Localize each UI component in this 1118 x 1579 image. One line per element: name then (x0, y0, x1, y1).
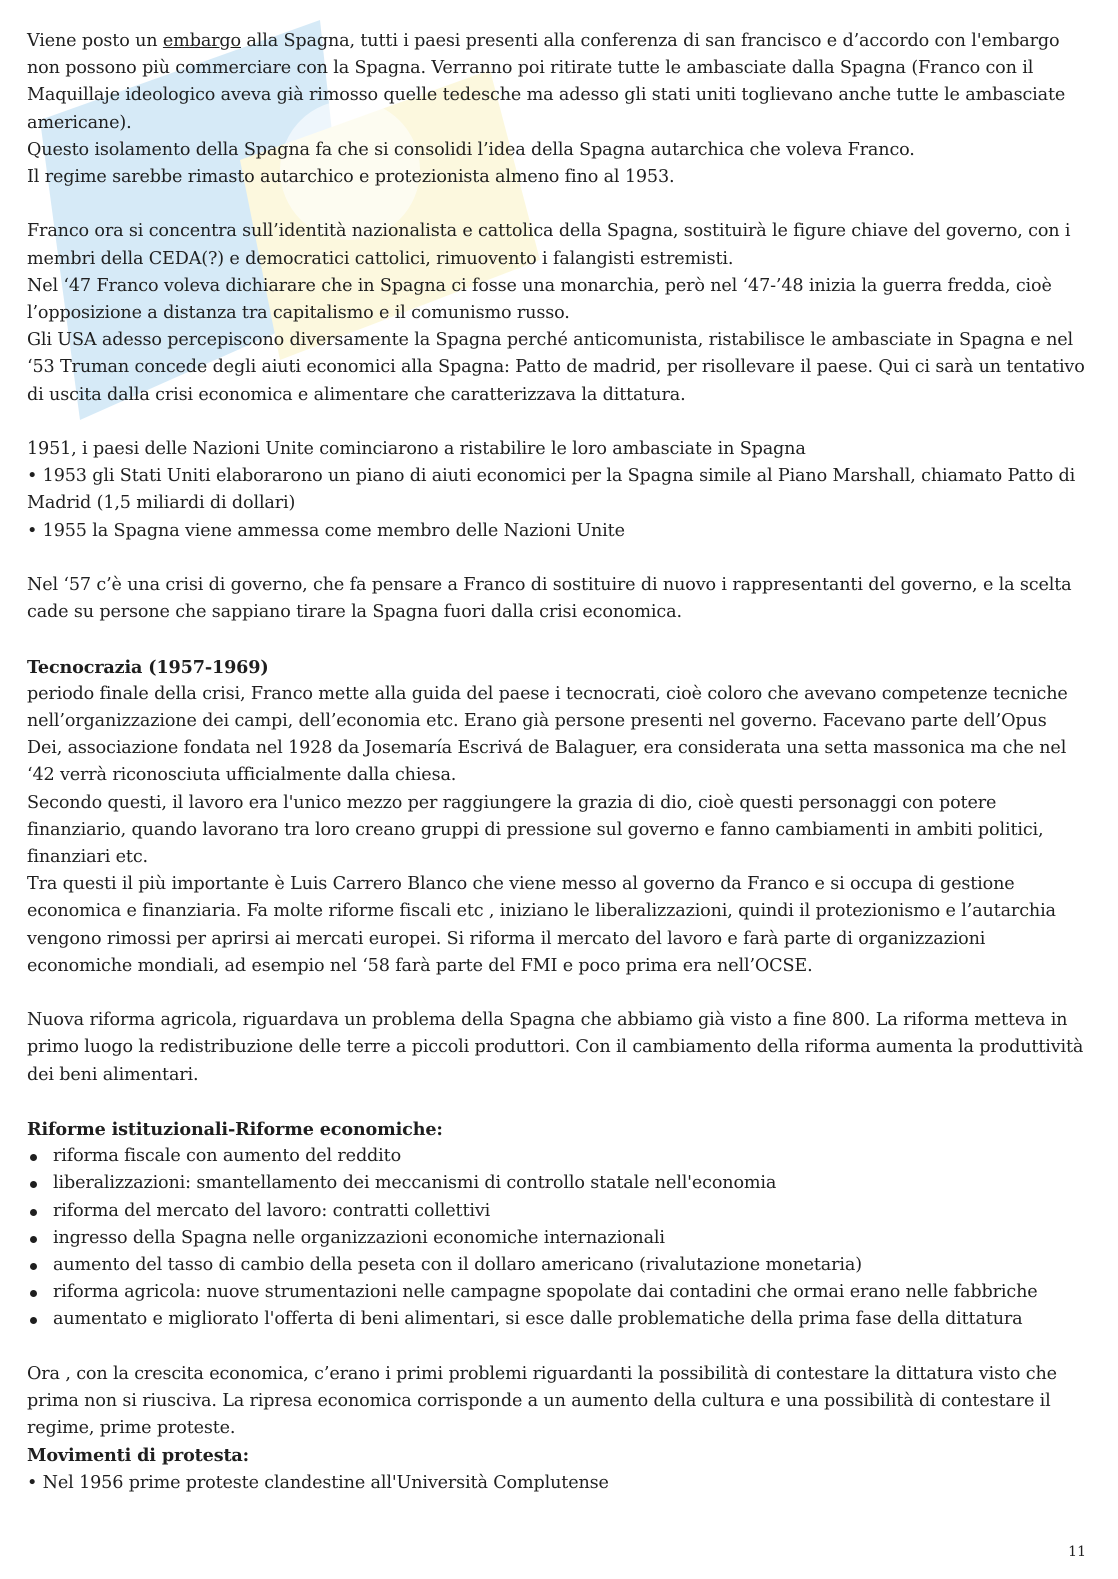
paragraph-identita: Franco ora si concentra sull’identità nazionalista e cattolica della Spagna, sostituirà le figure chiave del governo, con i membri della CEDA(?) e democratici cattolici, rimuovento i falangisti estremisti. (27, 221, 1071, 269)
tecnocrazia-paragraph-2: Secondo questi, il lavoro era l'unico mezzo per raggiungere la grazia di dio, cioè questi personaggi con potere finanziario, quando lavorano tra loro creano gruppi di pressione sul governo e fanno cambiamenti in ambiti politici, finanziari etc. (27, 792, 1044, 868)
spacer (27, 545, 1087, 572)
list-item: aumentato e migliorato l'offerta di beni alimentari, si esce dalle problematiche della prima fase della dittatura (27, 1306, 1087, 1333)
timeline-item-1955: • 1955 la Spagna viene ammessa come membro delle Nazioni Unite (27, 520, 625, 541)
paragraph-crescita-economica: Ora , con la crescita economica, c’erano i primi problemi riguardanti la possibilità di contestare la dittatura visto che prima non si riusciva. La ripresa economica corrisponde a un aumento della cultura e una possibilità di contestare il regime, prime proteste. (27, 1363, 1057, 1439)
paragraph-embargo (27, 28, 1087, 137)
timeline-intro: 1951, i paesi delle Nazioni Unite cominciarono a ristabilire le loro ambasciate in Spagna (27, 439, 806, 460)
spacer (27, 1089, 1087, 1116)
proteste-heading: Movimenti di protesta: (27, 1445, 250, 1467)
spacer (27, 409, 1087, 436)
list-item: ingresso della Spagna nelle organizzazioni economiche internazionali (27, 1225, 1087, 1252)
paragraph-regime-autarchico: Il regime sarebbe rimasto autarchico e protezionista almeno fino al 1953. (27, 167, 675, 188)
list-item: riforma del mercato del lavoro: contratti collettivi (27, 1198, 1087, 1225)
paragraph-usa: Gli USA adesso percepiscono diversamente la Spagna perché anticomunista, ristabilisce le ambasciate in Spagna e nel ‘53 Truman concede degli aiuti economici alla Spagna: Patto de madrid, per risollevare il paese. Qui ci sarà un tentativo di uscita dalla crisi economica e alimentare che caratterizzava la dittatura. (27, 330, 1085, 405)
list-item: aumento del tasso di cambio della peseta con il dollaro americano (rivalutazione monetaria) (27, 1252, 1087, 1279)
list-item: liberalizzazioni: smantellamento dei meccanismi di controllo statale nell'economia (27, 1170, 1087, 1197)
list-item: riforma agricola: nuove strumentazioni nelle campagne spopolate dai contadini che ormai erano nelle fabbriche (27, 1279, 1087, 1306)
proteste-item-1956: • Nel 1956 prime proteste clandestine all'Università Complutense (27, 1472, 609, 1493)
timeline-item-1953: • 1953 gli Stati Uniti elaborarono un piano di aiuti economici per la Spagna simile al Piano Marshall, chiamato Patto di Madrid (1,5 miliardi di dollari) (27, 466, 1076, 514)
spacer (27, 980, 1087, 1007)
tecnocrazia-paragraph-1: periodo finale della crisi, Franco mette alla guida del paese i tecnocrati, cioè coloro che avevano competenze tecniche nell’organizzazione dei campi, dell’economia etc. Erano già persone presenti nel governo. Facevano parte dell’Opus Dei, associazione fondata nel 1928 da Josemaría Escrivá de Balaguer, era considerata una setta massonica ma che nel ‘42 verrà riconosciuta ufficialmente dalla chiesa. (27, 683, 1068, 786)
spacer (27, 1334, 1087, 1361)
tecnocrazia-heading: Tecnocrazia (1957-1969) (27, 656, 269, 678)
paragraph-embargo-before: Viene posto un (27, 31, 163, 51)
document-body (27, 28, 1087, 1497)
riforme-heading: Riforme istituzionali-Riforme economiche: (27, 1119, 443, 1141)
paragraph-embargo-after: alla Spagna, tutti i paesi presenti alla conferenza di san francisco e d’accordo con l'embargo non possono più commerciare con la Spagna. Verranno poi ritirate tutte le ambasciate dalla Spagna (Franco con il Maquillaje ideologico aveva già rimosso quelle tedesche ma adesso gli stati uniti toglievano anche tutte le ambasciate americane). (27, 31, 1066, 133)
tecnocrazia-paragraph-3: Tra questi il più importante è Luis Carrero Blanco che viene messo al governo da Franco e si occupa di gestione economica e finanziaria. Fa molte riforme fiscali etc , iniziano le liberalizzazioni, quindi il protezionismo e l’autarchia vengono rimossi per aprirsi ai mercati europei. Si riforma il mercato del lavoro e farà parte di organizzazioni economiche mondiali, ad esempio nel ‘58 farà parte del FMI e poco prima era nell’OCSE. (27, 874, 1056, 976)
page-number: 11 (1068, 1544, 1086, 1560)
list-item: riforma fiscale con aumento del reddito (27, 1143, 1087, 1170)
paragraph-crisi-governo: Nel ‘57 c’è una crisi di governo, che fa pensare a Franco di sostituire di nuovo i rappresentanti del governo, e la scelta cade su persone che sappiano tirare la Spagna fuori dalla crisi economica. (27, 575, 1072, 623)
paragraph-isolamento: Questo isolamento della Spagna fa che si consolidi l’idea della Spagna autarchica che voleva Franco. (27, 139, 915, 160)
paragraph-monarchia: Nel ‘47 Franco voleva dichiarare che in Spagna ci fosse una monarchia, però nel ‘47-’48 inizia la guerra fredda, cioè l’opposizione a distanza tra capitalismo e il comunismo russo. (27, 275, 1052, 324)
paragraph-riforma-agricola: Nuova riforma agricola, riguardava un problema della Spagna che abbiamo già visto a fine 800. La riforma metteva in primo luogo la redistribuzione delle terre a piccoli produttori. Con il cambiamento della riforma aumenta la produttività dei beni alimentari. (27, 1010, 1084, 1085)
spacer (27, 191, 1087, 218)
riforme-list (27, 1143, 1087, 1333)
embargo-underlined-term: embargo (162, 31, 241, 51)
spacer (27, 626, 1087, 653)
